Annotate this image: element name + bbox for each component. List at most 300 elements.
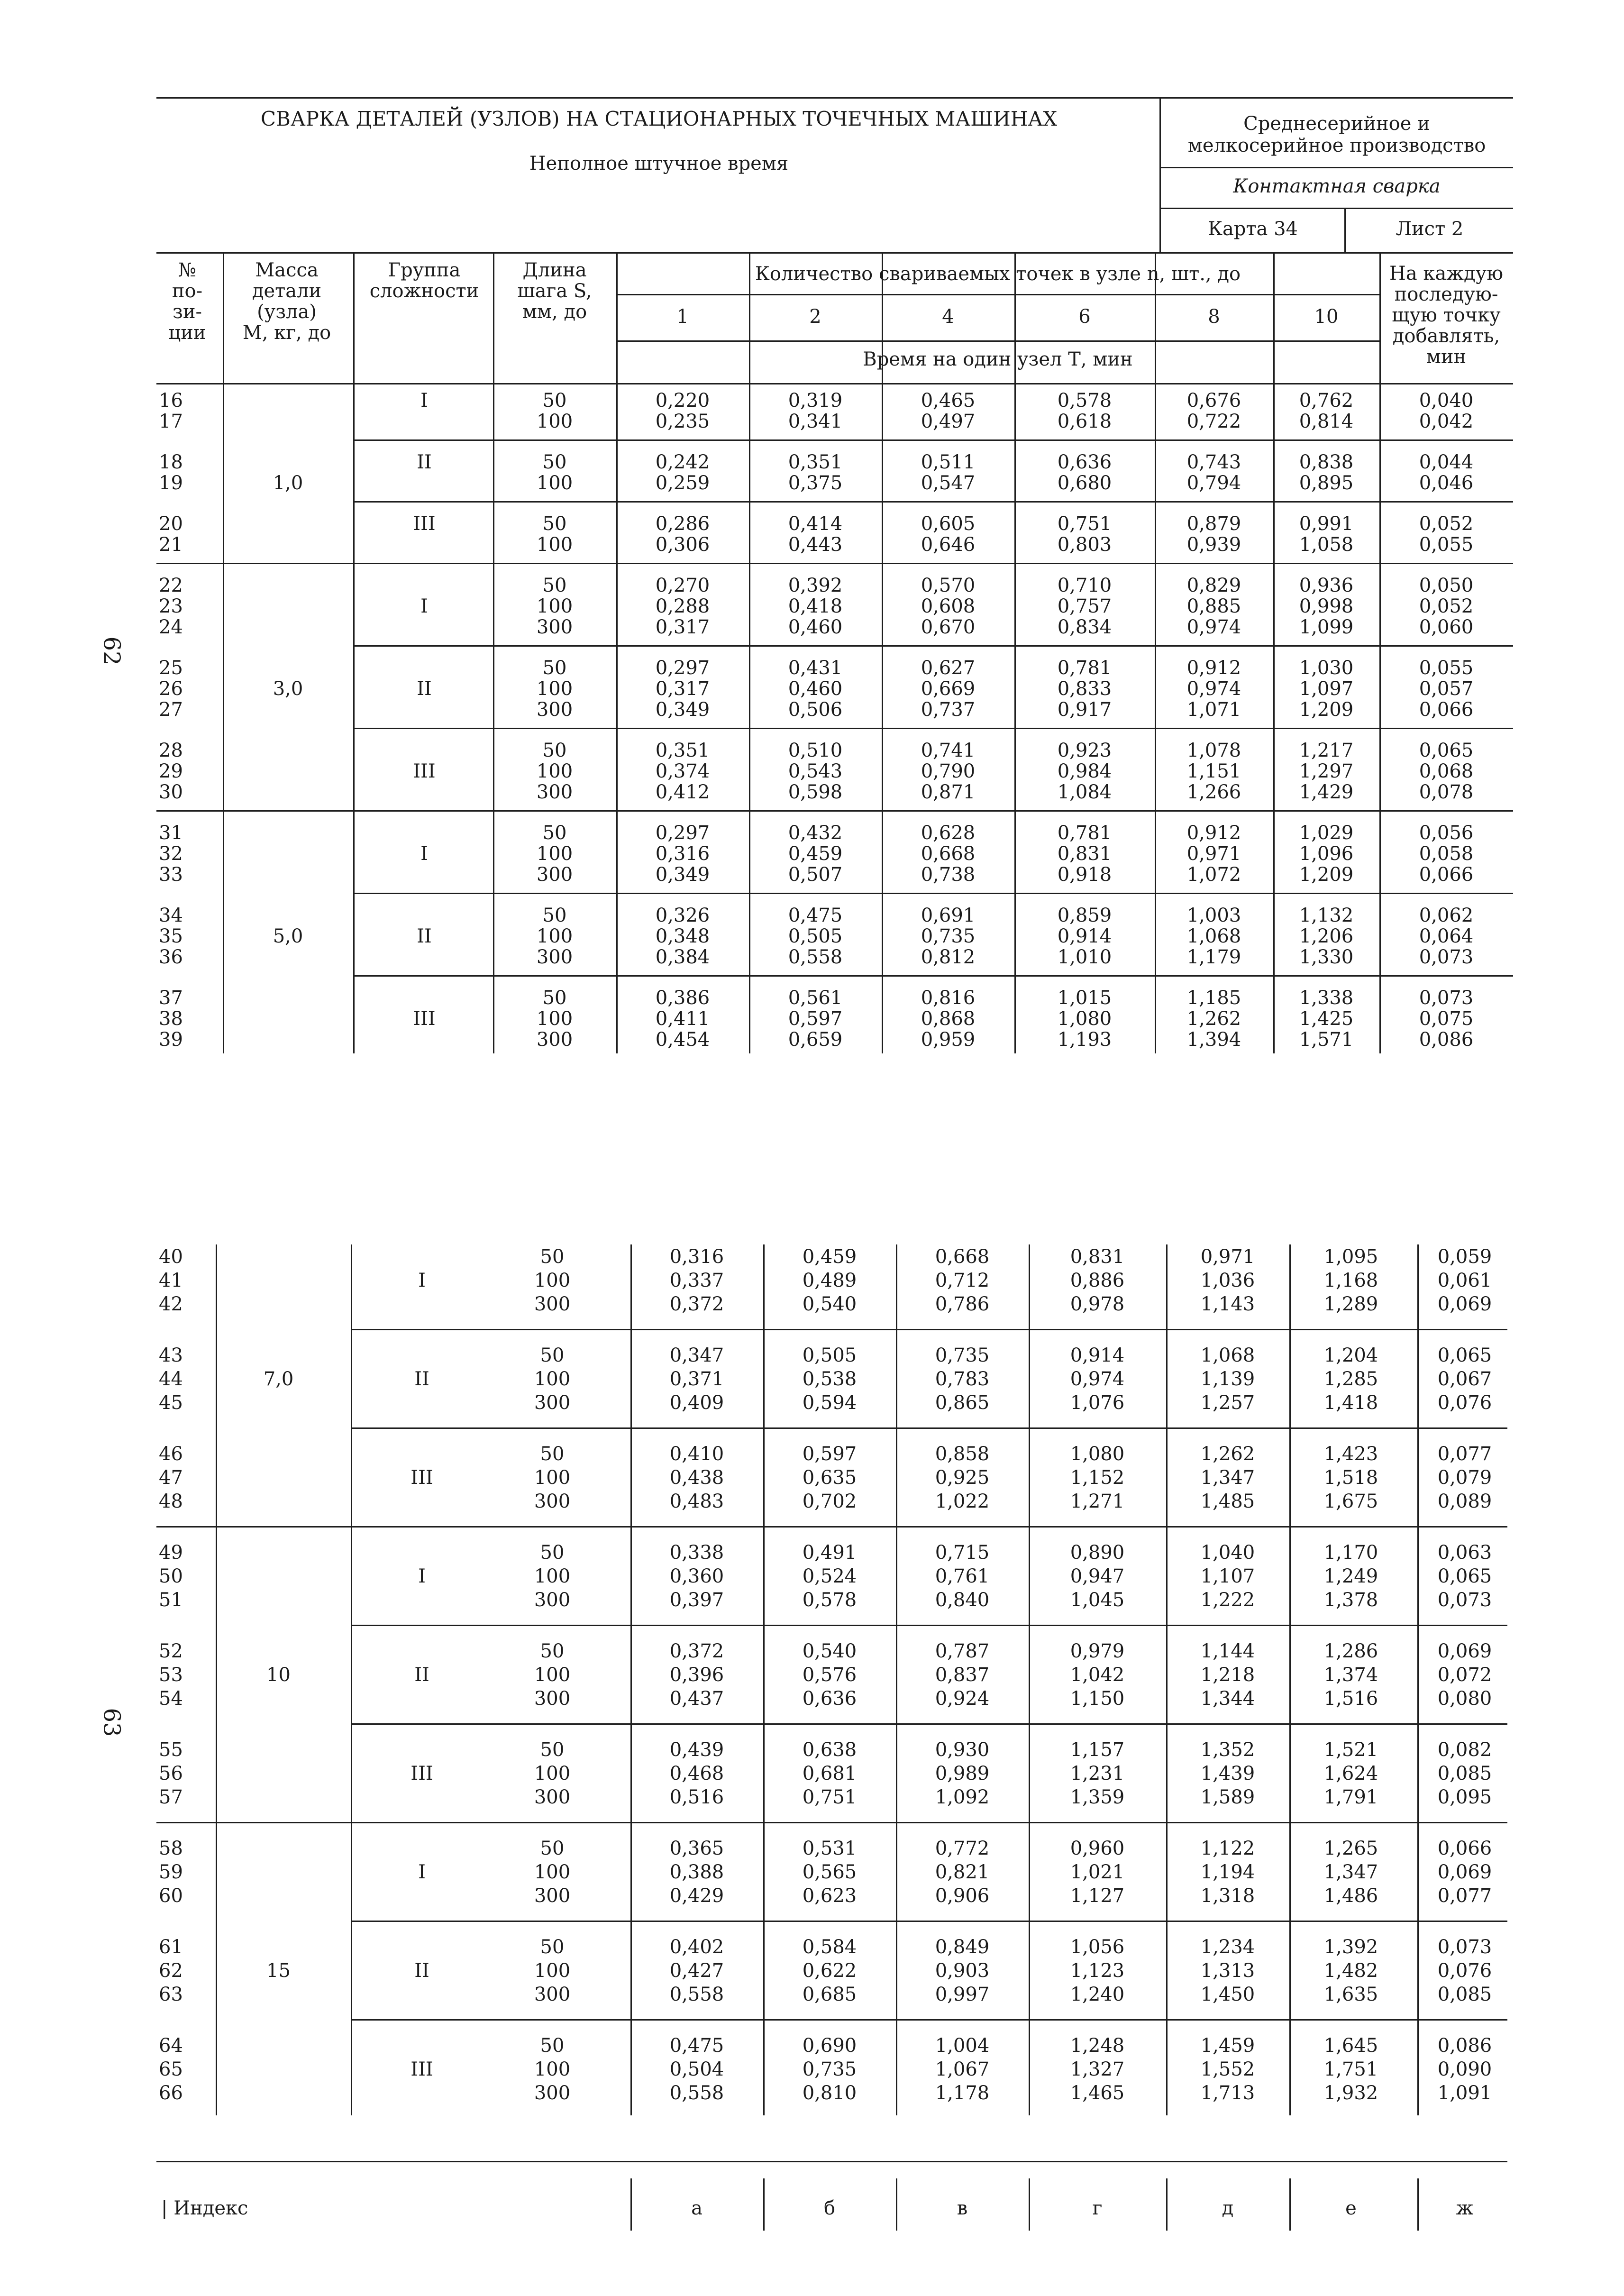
time-value-n1: 0,558 (669, 2082, 724, 2104)
time-value-n6: 1,359 (1070, 1786, 1125, 1808)
time-value-n1: 0,372 (669, 1640, 724, 1662)
position-number: 58 (159, 1838, 183, 1859)
step-length: 300 (534, 1885, 571, 1907)
position-number: 61 (159, 1936, 183, 1958)
time-value-n10: 0,895 (1299, 472, 1354, 494)
time-value-n4: 0,646 (921, 534, 976, 556)
add-per-point: 0,086 (1419, 1029, 1474, 1051)
time-value-n2: 0,622 (802, 1960, 857, 1982)
add-per-point: 0,069 (1437, 1640, 1492, 1662)
position-number: 24 (159, 616, 183, 638)
time-value-n6: 1,021 (1070, 1861, 1125, 1883)
time-value-n2: 0,432 (788, 822, 843, 844)
time-value-n10: 1,521 (1323, 1739, 1378, 1761)
time-value-n1: 0,372 (669, 1293, 724, 1315)
time-value-n8: 1,068 (1200, 1345, 1255, 1366)
position-number: 45 (159, 1392, 183, 1414)
time-value-n8: 1,266 (1186, 781, 1241, 803)
time-value-n2: 0,623 (802, 1885, 857, 1907)
add-per-point: 0,040 (1419, 390, 1474, 412)
step-length: 300 (536, 781, 573, 803)
complexity-group: III (413, 513, 436, 535)
time-value-n1: 0,360 (669, 1565, 724, 1587)
time-value-n2: 0,431 (788, 657, 843, 679)
time-value-n4: 0,865 (935, 1392, 990, 1414)
time-value-n4: 0,738 (921, 864, 976, 886)
column-divider (1379, 252, 1381, 1053)
time-value-n10: 1,286 (1323, 1640, 1378, 1662)
column-divider (1289, 1244, 1291, 2115)
time-value-n6: 1,080 (1057, 1008, 1112, 1030)
time-value-n1: 0,371 (669, 1368, 724, 1390)
time-value-n2: 0,685 (802, 1984, 857, 2005)
column-divider (216, 1244, 217, 2115)
time-value-n6: 1,123 (1070, 1960, 1125, 1982)
step-length: 100 (534, 1368, 571, 1390)
add-per-point: 0,052 (1419, 595, 1474, 617)
time-value-n10: 1,029 (1299, 822, 1354, 844)
time-value-n1: 0,516 (669, 1786, 724, 1808)
time-value-n2: 0,505 (802, 1345, 857, 1366)
time-value-n6: 0,751 (1057, 513, 1112, 535)
step-length: 50 (542, 657, 567, 679)
time-value-n2: 0,702 (802, 1491, 857, 1512)
column-divider (1029, 1244, 1030, 2115)
add-per-point: 0,055 (1419, 657, 1474, 679)
time-value-n2: 0,507 (788, 864, 843, 886)
time-value-n6: 1,127 (1070, 1885, 1125, 1907)
time-value-n4: 0,547 (921, 472, 976, 494)
time-value-n6: 1,045 (1070, 1589, 1125, 1611)
position-number: 42 (159, 1293, 183, 1315)
index-divider (1417, 2178, 1419, 2231)
time-value-n10: 1,425 (1299, 1008, 1354, 1030)
pos-header: № по- зи- ции (168, 259, 206, 344)
time-value-n2: 0,598 (788, 781, 843, 803)
add-per-point: 0,042 (1419, 411, 1474, 432)
step-length: 300 (536, 1029, 573, 1051)
step-length: 300 (534, 1786, 571, 1808)
points-col-2: 2 (809, 306, 821, 328)
step-length: 50 (542, 513, 567, 535)
time-value-n8: 1,313 (1200, 1960, 1255, 1982)
time-value-n4: 0,691 (921, 905, 976, 926)
mass-value: 10 (266, 1664, 291, 1686)
time-value-n1: 0,475 (669, 2035, 724, 2057)
mass-value: 15 (266, 1960, 291, 1982)
time-value-n2: 0,491 (802, 1542, 857, 1564)
time-value-n8: 1,003 (1186, 905, 1241, 926)
step-length: 300 (534, 1293, 571, 1315)
index-letter-3: г (1092, 2197, 1103, 2219)
column-divider (1155, 252, 1156, 1053)
time-value-n8: 1,144 (1200, 1640, 1255, 1662)
step-length: 50 (540, 1345, 565, 1366)
add-per-point: 0,085 (1437, 1763, 1492, 1784)
time-value-n2: 0,558 (788, 946, 843, 968)
time-value-n4: 0,924 (935, 1688, 990, 1710)
time-value-n2: 0,735 (802, 2058, 857, 2080)
time-value-n10: 0,936 (1299, 575, 1354, 596)
add-per-point: 0,061 (1437, 1270, 1492, 1291)
add-per-point: 0,066 (1419, 699, 1474, 721)
position-number: 26 (159, 678, 183, 700)
time-value-n4: 0,497 (921, 411, 976, 432)
time-value-n4: 0,868 (921, 1008, 976, 1030)
column-divider (882, 252, 883, 1053)
index-divider (896, 2178, 897, 2231)
complexity-rule (353, 501, 1513, 503)
time-value-n6: 1,010 (1057, 946, 1112, 968)
time-value-n10: 1,486 (1323, 1885, 1378, 1907)
add-per-point: 0,076 (1437, 1960, 1492, 1982)
time-value-n2: 0,597 (788, 1008, 843, 1030)
time-value-n6: 0,978 (1070, 1293, 1125, 1315)
time-value-n10: 1,249 (1323, 1565, 1378, 1587)
time-value-n6: 0,757 (1057, 595, 1112, 617)
complexity-rule (351, 1723, 1507, 1725)
page-number-63: 63 (98, 1708, 125, 1737)
position-number: 21 (159, 534, 183, 556)
step-length: 300 (536, 946, 573, 968)
time-value-n2: 0,565 (802, 1861, 857, 1883)
time-value-n6: 0,979 (1070, 1640, 1125, 1662)
time-value-n2: 0,751 (802, 1786, 857, 1808)
time-value-n2: 0,531 (802, 1838, 857, 1859)
time-value-n6: 0,984 (1057, 760, 1112, 782)
header-divider (1159, 98, 1161, 252)
time-value-n8: 0,676 (1186, 390, 1241, 412)
time-value-n1: 0,259 (655, 472, 710, 494)
rule (1344, 209, 1346, 252)
index-divider (1166, 2178, 1168, 2231)
time-value-n2: 0,543 (788, 760, 843, 782)
position-number: 51 (159, 1589, 183, 1611)
complexity-rule (353, 645, 1513, 647)
time-value-n1: 0,326 (655, 905, 710, 926)
position-number: 48 (159, 1491, 183, 1512)
time-value-n6: 1,042 (1070, 1664, 1125, 1686)
position-number: 27 (159, 699, 183, 721)
step-length: 100 (534, 2058, 571, 2080)
time-value-n4: 1,004 (935, 2035, 990, 2057)
time-value-n6: 0,960 (1070, 1838, 1125, 1859)
position-number: 31 (159, 822, 183, 844)
time-value-n4: 0,858 (935, 1443, 990, 1465)
position-number: 56 (159, 1763, 183, 1784)
time-value-n8: 0,974 (1186, 616, 1241, 638)
time-value-n10: 1,132 (1299, 905, 1354, 926)
time-value-n4: 0,903 (935, 1960, 990, 1982)
time-value-n6: 0,914 (1057, 925, 1112, 947)
step-length: 100 (536, 1008, 573, 1030)
time-value-n10: 1,751 (1323, 2058, 1378, 2080)
add-per-point: 0,080 (1437, 1688, 1492, 1710)
position-number: 49 (159, 1542, 183, 1564)
time-value-n6: 1,248 (1070, 2035, 1125, 2057)
complexity-group: I (418, 1565, 426, 1587)
add-per-point: 0,063 (1437, 1542, 1492, 1564)
step-length: 100 (536, 925, 573, 947)
time-value-n6: 0,636 (1057, 451, 1112, 473)
time-value-n10: 1,265 (1323, 1838, 1378, 1859)
complexity-rule (353, 893, 1513, 894)
time-value-n10: 1,058 (1299, 534, 1354, 556)
time-value-n4: 1,178 (935, 2082, 990, 2104)
add-per-point: 0,058 (1419, 843, 1474, 865)
index-letter-0: а (691, 2197, 703, 2219)
time-value-n1: 0,270 (655, 575, 710, 596)
position-number: 30 (159, 781, 183, 803)
time-value-n2: 0,561 (788, 987, 843, 1009)
position-number: 20 (159, 513, 183, 535)
time-value-n1: 0,483 (669, 1491, 724, 1512)
time-value-n4: 0,925 (935, 1467, 990, 1489)
time-value-n1: 0,365 (669, 1838, 724, 1859)
time-value-n6: 1,152 (1070, 1467, 1125, 1489)
add-per-point: 0,095 (1437, 1786, 1492, 1808)
time-value-n6: 1,240 (1070, 1984, 1125, 2005)
time-value-n6: 1,271 (1070, 1491, 1125, 1512)
time-value-n2: 0,659 (788, 1029, 843, 1051)
complexity-group: II (414, 1664, 429, 1686)
time-value-n1: 0,242 (655, 451, 710, 473)
complexity-rule (353, 975, 1513, 977)
step-length: 100 (534, 1960, 571, 1982)
time-value-n10: 0,814 (1299, 411, 1354, 432)
column-divider (616, 252, 618, 1053)
time-value-n4: 0,712 (935, 1270, 990, 1291)
time-value-n4: 1,022 (935, 1491, 990, 1512)
position-number: 52 (159, 1640, 183, 1662)
column-divider (1273, 252, 1275, 1053)
time-value-n1: 0,347 (669, 1345, 724, 1366)
time-value-n6: 0,618 (1057, 411, 1112, 432)
time-value-n1: 0,402 (669, 1936, 724, 1958)
time-value-n10: 0,991 (1299, 513, 1354, 535)
column-divider (1417, 1244, 1419, 2115)
time-value-n1: 0,388 (669, 1861, 724, 1883)
time-value-n4: 0,837 (935, 1664, 990, 1686)
time-value-n2: 0,319 (788, 390, 843, 412)
step-length: 300 (534, 1491, 571, 1512)
time-value-n1: 0,409 (669, 1392, 724, 1414)
step-length: 300 (534, 2082, 571, 2104)
rule (1159, 208, 1513, 209)
time-value-n8: 1,185 (1186, 987, 1241, 1009)
time-value-n10: 1,624 (1323, 1763, 1378, 1784)
complexity-rule (351, 1427, 1507, 1429)
time-value-n6: 0,680 (1057, 472, 1112, 494)
step-length: 50 (542, 575, 567, 596)
time-value-n1: 0,558 (669, 1984, 724, 2005)
position-number: 36 (159, 946, 183, 968)
time-value-n4: 1,067 (935, 2058, 990, 2080)
time-value-n10: 1,204 (1323, 1345, 1378, 1366)
time-value-n6: 1,157 (1070, 1739, 1125, 1761)
time-value-n1: 0,438 (669, 1467, 724, 1489)
time-row-rule (616, 340, 1379, 342)
time-value-n10: 1,209 (1299, 864, 1354, 886)
column-divider (1014, 252, 1016, 1053)
add-per-point: 0,067 (1437, 1368, 1492, 1390)
time-value-n2: 0,638 (802, 1739, 857, 1761)
complexity-rule (351, 1921, 1507, 1922)
time-value-n8: 1,347 (1200, 1467, 1255, 1489)
time-value-n4: 0,959 (921, 1029, 976, 1051)
time-value-n10: 1,347 (1323, 1861, 1378, 1883)
time-value-n8: 1,078 (1186, 740, 1241, 761)
time-value-n8: 1,262 (1200, 1443, 1255, 1465)
time-value-n8: 1,107 (1200, 1565, 1255, 1587)
time-value-n2: 0,510 (788, 740, 843, 761)
add-header: На каждую последую- щую точку добавлять, мин (1389, 263, 1504, 368)
add-per-point: 0,050 (1419, 575, 1474, 596)
add-per-point: 0,082 (1437, 1739, 1492, 1761)
time-value-n10: 1,571 (1299, 1029, 1354, 1051)
time-value-n10: 1,168 (1323, 1270, 1378, 1291)
add-per-point: 0,089 (1437, 1491, 1492, 1512)
column-divider (353, 252, 355, 1053)
add-per-point: 0,052 (1419, 513, 1474, 535)
time-value-n4: 0,628 (921, 822, 976, 844)
step-length: 50 (540, 1443, 565, 1465)
time-value-n10: 1,330 (1299, 946, 1354, 968)
time-value-n4: 0,735 (935, 1345, 990, 1366)
time-value-n6: 0,831 (1057, 843, 1112, 865)
position-number: 28 (159, 740, 183, 761)
position-number: 25 (159, 657, 183, 679)
step-length: 100 (534, 1565, 571, 1587)
time-value-n10: 1,209 (1299, 699, 1354, 721)
complexity-rule (351, 2019, 1507, 2021)
time-value-n6: 0,947 (1070, 1565, 1125, 1587)
time-value-n2: 0,635 (802, 1467, 857, 1489)
step-length: 100 (534, 1270, 571, 1291)
time-value-n8: 1,222 (1200, 1589, 1255, 1611)
time-value-n4: 0,715 (935, 1542, 990, 1564)
step-length: 50 (542, 987, 567, 1009)
time-value-n1: 0,306 (655, 534, 710, 556)
step-length: 300 (536, 699, 573, 721)
step-length: 100 (534, 1861, 571, 1883)
position-number: 60 (159, 1885, 183, 1907)
add-per-point: 0,079 (1437, 1467, 1492, 1489)
time-value-n1: 0,338 (669, 1542, 724, 1564)
complexity-group: III (413, 1008, 436, 1030)
time-value-n10: 1,429 (1299, 781, 1354, 803)
card-subtitle: Неполное штучное время (529, 153, 789, 174)
complexity-rule (351, 1625, 1507, 1626)
time-value-n10: 1,338 (1299, 987, 1354, 1009)
time-value-n4: 0,570 (921, 575, 976, 596)
time-value-n1: 0,468 (669, 1763, 724, 1784)
time-value-n8: 0,912 (1186, 657, 1241, 679)
complexity-rule (353, 728, 1513, 729)
time-value-n2: 0,540 (802, 1640, 857, 1662)
time-value-n4: 0,668 (935, 1246, 990, 1268)
time-value-n8: 1,344 (1200, 1688, 1255, 1710)
time-value-n1: 0,337 (669, 1270, 724, 1291)
time-value-n1: 0,351 (655, 740, 710, 761)
step-length: 100 (536, 534, 573, 556)
step-length: 50 (540, 1542, 565, 1564)
time-value-n6: 1,056 (1070, 1936, 1125, 1958)
time-value-n10: 0,838 (1299, 451, 1354, 473)
time-value-n4: 0,737 (921, 699, 976, 721)
column-divider (493, 252, 494, 1053)
time-value-n2: 0,690 (802, 2035, 857, 2057)
time-value-n6: 0,833 (1057, 678, 1112, 700)
time-value-n4: 1,092 (935, 1786, 990, 1808)
time-value-n10: 1,096 (1299, 843, 1354, 865)
position-number: 29 (159, 760, 183, 782)
time-value-n1: 0,504 (669, 2058, 724, 2080)
time-value-n6: 1,080 (1070, 1443, 1125, 1465)
time-value-n1: 0,427 (669, 1960, 724, 1982)
time-value-n4: 0,670 (921, 616, 976, 638)
time-value-n4: 0,669 (921, 678, 976, 700)
add-per-point: 0,075 (1419, 1008, 1474, 1030)
position-number: 62 (159, 1960, 183, 1982)
step-length: 300 (534, 1589, 571, 1611)
time-value-n8: 1,072 (1186, 864, 1241, 886)
time-value-n1: 0,220 (655, 390, 710, 412)
position-number: 43 (159, 1345, 183, 1366)
index-letter-6: ж (1456, 2197, 1474, 2219)
time-value-n4: 0,790 (921, 760, 976, 782)
time-value-n8: 0,971 (1186, 843, 1241, 865)
position-number: 16 (159, 390, 183, 412)
step-length: 100 (534, 1763, 571, 1784)
time-value-n2: 0,506 (788, 699, 843, 721)
time-value-n6: 0,831 (1070, 1246, 1125, 1268)
points-row-rule (616, 294, 1379, 295)
step-header: Длина шага S, мм, до (517, 259, 592, 323)
time-value-n1: 0,411 (655, 1008, 710, 1030)
time-value-n8: 0,879 (1186, 513, 1241, 535)
time-value-n10: 1,392 (1323, 1936, 1378, 1958)
complexity-group: I (420, 390, 428, 412)
position-number: 22 (159, 575, 183, 596)
time-value-n4: 0,511 (921, 451, 976, 473)
time-value-n4: 0,605 (921, 513, 976, 535)
add-per-point: 0,073 (1419, 946, 1474, 968)
add-per-point: 0,069 (1437, 1293, 1492, 1315)
mass-header: Масса детали (узла) М, кг, до (242, 259, 331, 344)
add-per-point: 0,085 (1437, 1984, 1492, 2005)
time-value-n2: 0,578 (802, 1589, 857, 1611)
time-value-n8: 1,194 (1200, 1861, 1255, 1883)
top-rule (156, 97, 1513, 99)
time-value-n4: 0,735 (921, 925, 976, 947)
time-value-n8: 1,122 (1200, 1838, 1255, 1859)
time-value-n1: 0,437 (669, 1688, 724, 1710)
position-number: 53 (159, 1664, 183, 1686)
time-value-n4: 0,930 (935, 1739, 990, 1761)
position-number: 66 (159, 2082, 183, 2104)
time-value-n8: 0,939 (1186, 534, 1241, 556)
add-per-point: 0,055 (1419, 534, 1474, 556)
time-value-n8: 1,318 (1200, 1885, 1255, 1907)
time-value-n6: 0,974 (1070, 1368, 1125, 1390)
time-value-n1: 0,429 (669, 1885, 724, 1907)
add-per-point: 1,091 (1437, 2082, 1492, 2104)
complexity-group: I (420, 595, 428, 617)
time-value-n6: 0,578 (1057, 390, 1112, 412)
mass-value: 3,0 (273, 678, 303, 700)
column-divider (1166, 1244, 1168, 2115)
